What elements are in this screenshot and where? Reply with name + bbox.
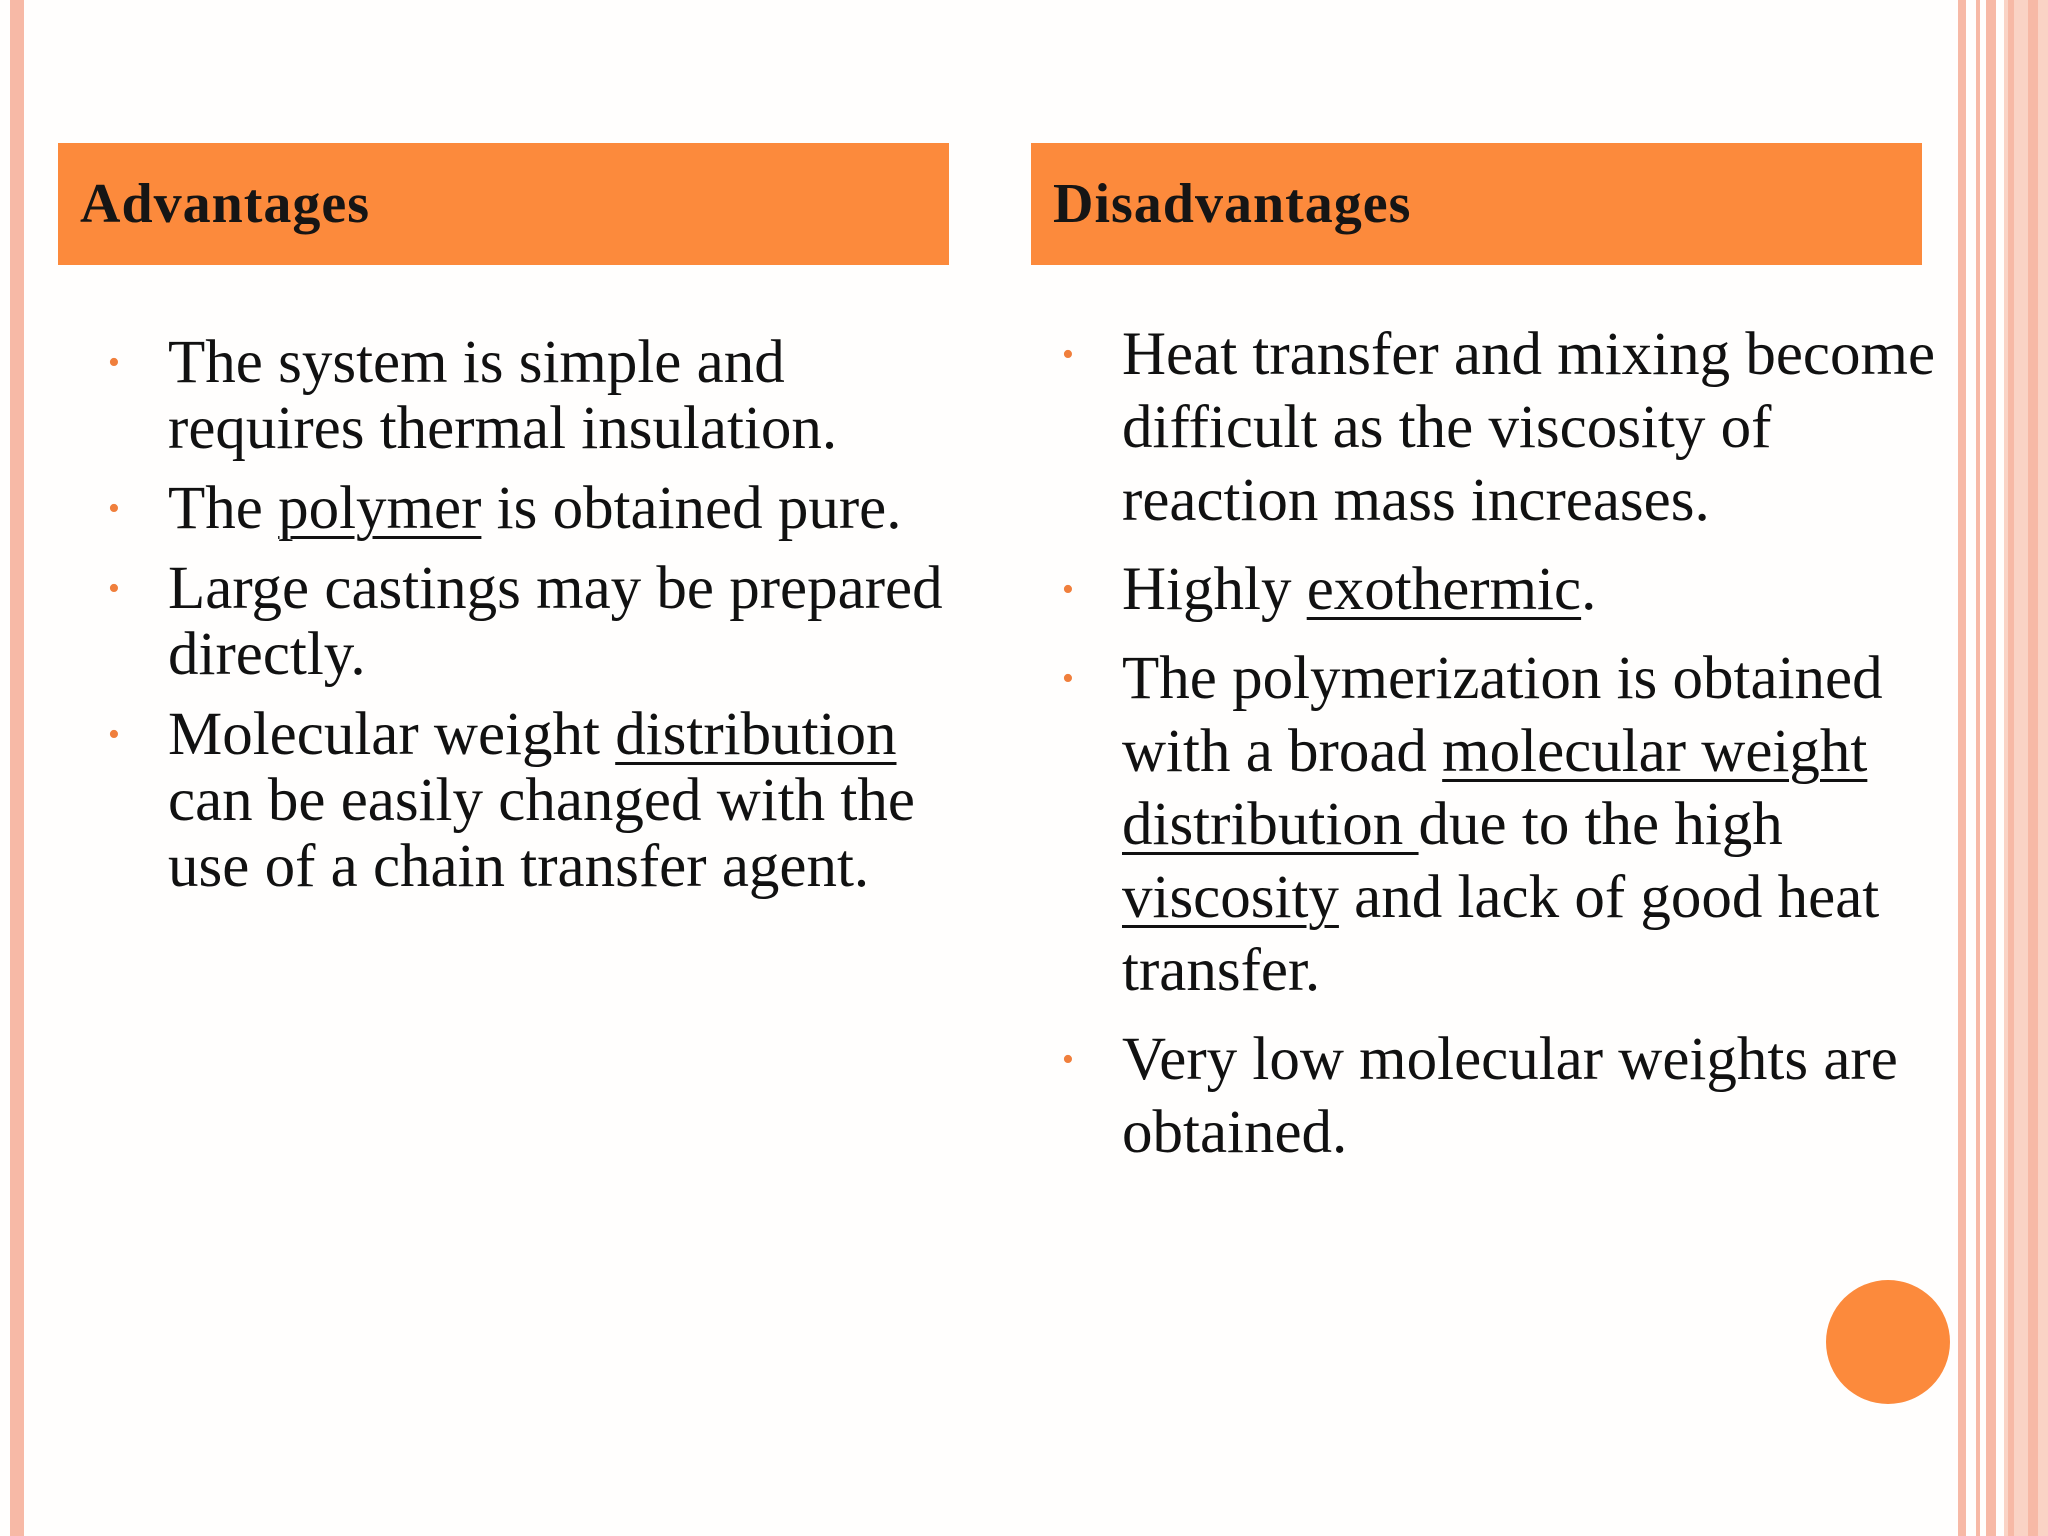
list-item bbox=[1058, 318, 1938, 537]
list-item bbox=[1058, 642, 1938, 1007]
item-text: Molecular weight bbox=[168, 701, 616, 768]
viscosity-link[interactable]: viscosity bbox=[1122, 864, 1339, 931]
disadvantages-title: Disadvantages bbox=[1053, 173, 1412, 235]
bullet-icon: • bbox=[108, 344, 120, 381]
item-text: The bbox=[168, 475, 279, 542]
disadvantages-header bbox=[1031, 143, 1922, 265]
decorative-circle bbox=[1826, 1280, 1950, 1404]
item-text: The system is simple and requires thermal insulation. bbox=[168, 329, 838, 462]
bullet-icon: • bbox=[108, 490, 120, 527]
item-text: Very low molecular weights are obtained. bbox=[1122, 1026, 1898, 1166]
right-decorative-stripe bbox=[2008, 0, 2014, 1536]
bullet-icon: • bbox=[108, 570, 120, 607]
bullet-icon: • bbox=[1062, 1041, 1074, 1078]
distribution-link[interactable]: distribution bbox=[615, 701, 897, 768]
item-text: . bbox=[1581, 556, 1597, 623]
list-item bbox=[104, 556, 984, 688]
right-decorative-stripe bbox=[1958, 0, 1966, 1536]
item-text: is obtained pure. bbox=[481, 475, 902, 542]
right-decorative-stripe bbox=[1976, 0, 1980, 1536]
item-text: can be easily changed with the use of a chain transfer agent. bbox=[168, 767, 915, 900]
list-item bbox=[104, 330, 984, 462]
left-decorative-border bbox=[10, 0, 24, 1536]
item-text: and lack of good heat transfer. bbox=[1122, 864, 1880, 1004]
advantages-title: Advantages bbox=[80, 173, 371, 235]
bullet-icon: • bbox=[108, 716, 120, 753]
item-text: Large castings may be prepared directly. bbox=[168, 555, 943, 688]
bullet-icon: • bbox=[1062, 660, 1074, 697]
item-text: due to the high bbox=[1418, 791, 1783, 858]
right-decorative-stripe bbox=[1986, 0, 1996, 1536]
item-text: The polymerization is obtained with a broad bbox=[1122, 645, 1883, 785]
list-item bbox=[104, 476, 984, 542]
bullet-icon: • bbox=[1062, 336, 1074, 373]
exothermic-link[interactable]: exothermic bbox=[1306, 556, 1582, 623]
advantages-header bbox=[58, 143, 949, 265]
advantages-list bbox=[104, 330, 984, 914]
disadvantages-list bbox=[1058, 318, 1938, 1185]
list-item bbox=[104, 702, 984, 900]
item-text: Highly bbox=[1122, 556, 1307, 623]
list-item bbox=[1058, 553, 1938, 626]
molecular-weight-distribution-link[interactable]: molecular weight distribution bbox=[1122, 718, 1868, 858]
polymer-link[interactable]: polymer bbox=[278, 475, 482, 542]
item-text: Heat transfer and mixing become difficult as the viscosity of reaction mass increases. bbox=[1122, 321, 1936, 534]
list-item bbox=[1058, 1023, 1938, 1169]
bullet-icon: • bbox=[1062, 571, 1074, 608]
right-decorative-stripe bbox=[2028, 0, 2038, 1536]
